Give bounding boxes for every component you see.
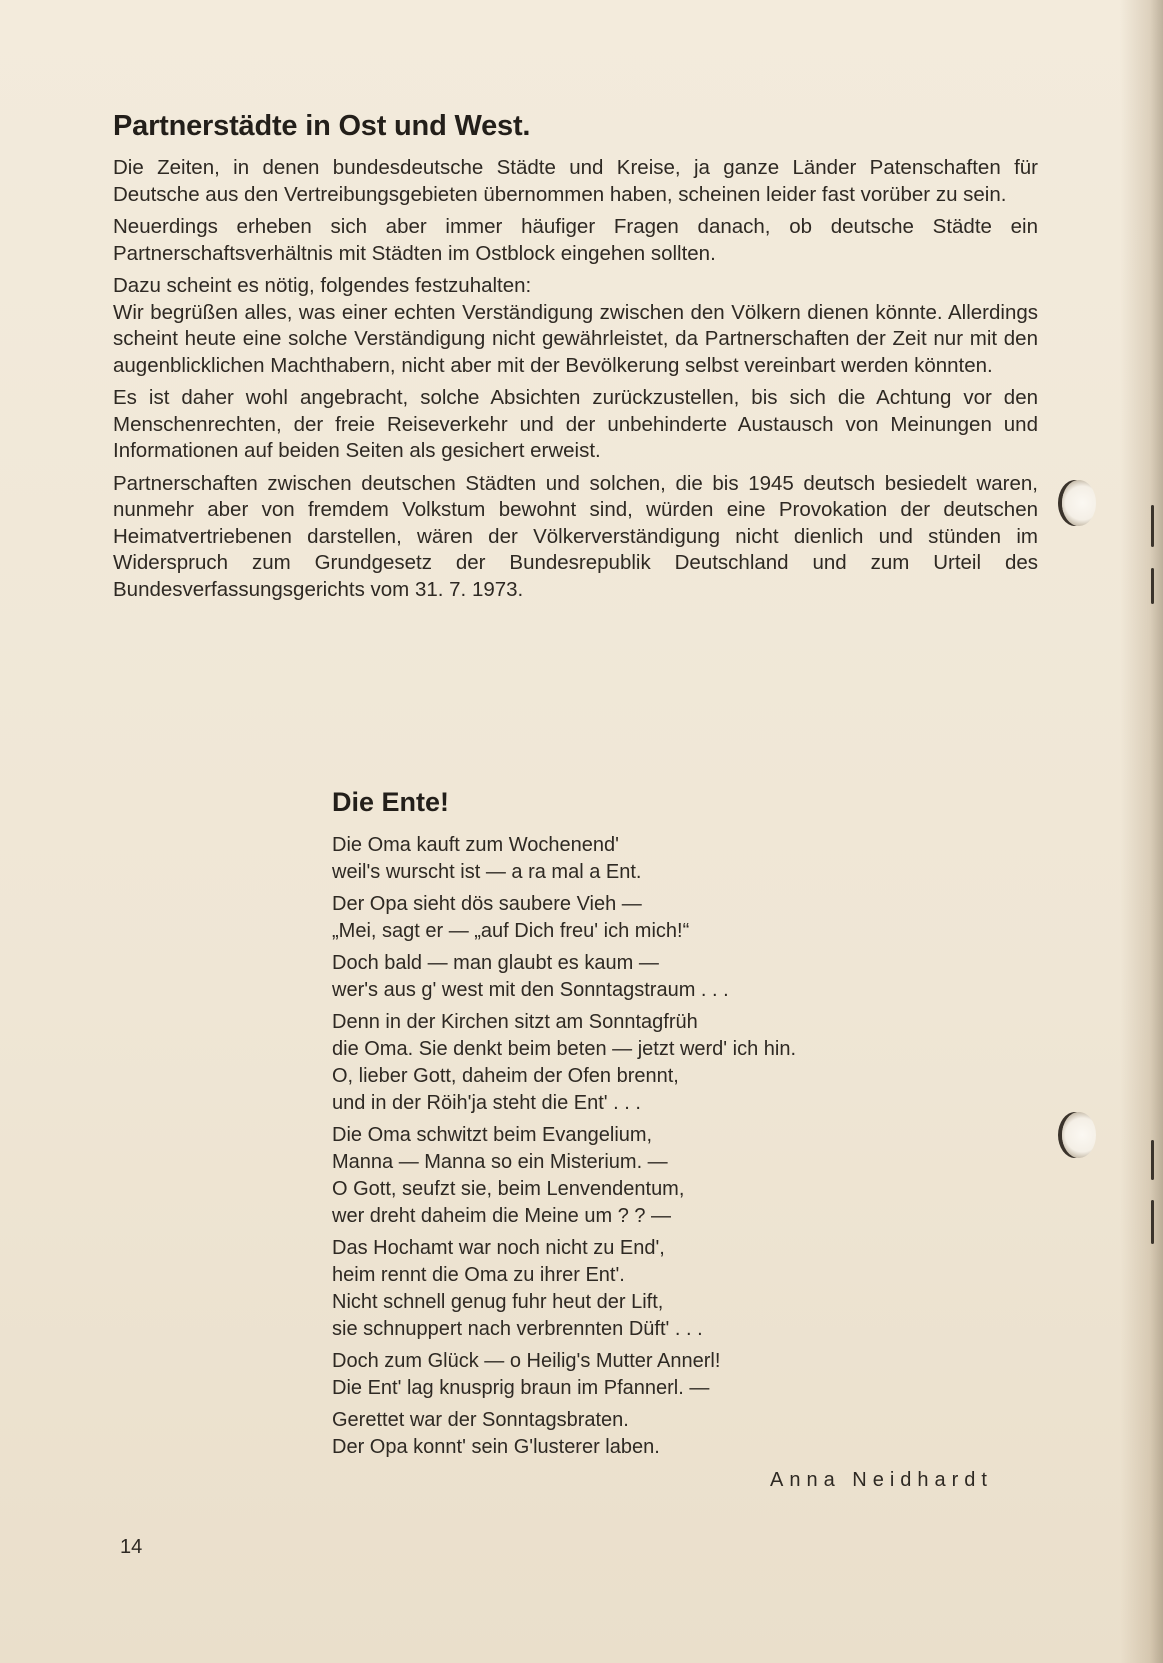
page-number: 14: [120, 1536, 143, 1558]
article-paragraph: Partnerschaften zwischen deutschen Städten und solchen, die bis 1945 deutsch besiedelt waren, nunmehr aber von fremdem Volkstum bewohnt sind, würden eine Provokation der deutschen Heimatvertriebenen darstellen, wären der Völkerverständigung nicht dienlich und stünden im Widerspruch zum Grundgesetz der Bundesrepublik Deutschland und zum Urteil des Bundesverfassungsgerichts vom 31. 7. 1973.: [113, 471, 1038, 601]
poem-line: und in der Röih'ja steht die Ent' . . .: [332, 1092, 641, 1114]
binding-mark-icon: [1151, 1200, 1154, 1244]
article-paragraph: Es ist daher wohl angebracht, solche Absichten zurückzustellen, bis sich die Achtung vor den Menschenrechten, der freie Reiseverkehr und der unbehinderte Austausch von Meinungen und Informationen auf beiden Seiten als gesichert erweist.: [113, 386, 1038, 462]
article-paragraph: Dazu scheint es nötig, folgendes festzuhalten:: [113, 274, 532, 297]
punch-hole-icon: [1062, 1112, 1096, 1158]
article-paragraph: Neuerdings erheben sich aber immer häufiger Fragen danach, ob deutsche Städte ein Partnerschaftsverhältnis mit Städten im Ostblock eingehen sollten.: [113, 215, 1038, 265]
poem-stanza: [332, 1348, 1032, 1402]
article-title: Partnerstädte in Ost und West.: [113, 110, 531, 142]
poem-stanza: [332, 1235, 1032, 1343]
poem-line: wer's aus g' west mit den Sonntagstraum . . .: [332, 979, 729, 1001]
poem-line: die Oma. Sie denkt beim beten — jetzt werd' ich hin.: [332, 1038, 797, 1060]
poem-line: Manna — Manna so ein Misterium. —: [332, 1151, 668, 1173]
article-paragraph: Wir begrüßen alles, was einer echten Verständigung zwischen den Völkern dienen könnte. Allerdings scheint heute eine solche Verständigung nicht gewährleistet, da Partnerschaften der Zeit nur mit den augenblicklichen Machthabern, nicht aber mit der Bevölkerung selbst vereinbart werden könnten.: [113, 300, 1038, 377]
punch-hole-icon: [1062, 480, 1096, 526]
poem-line: Gerettet war der Sonntagsbraten.: [332, 1409, 629, 1431]
poem-stanza: [332, 1407, 1032, 1461]
poem-line: Doch zum Glück — o Heilig's Mutter Annerl!: [332, 1350, 721, 1372]
poem-title: Die Ente!: [332, 787, 450, 817]
poem-line: Denn in der Kirchen sitzt am Sonntagfrüh: [332, 1011, 698, 1033]
poem-line: O, lieber Gott, daheim der Ofen brennt,: [332, 1065, 679, 1087]
poem-line: Nicht schnell genug fuhr heut der Lift,: [332, 1291, 664, 1313]
binding-mark-icon: [1151, 568, 1154, 604]
article-partnerstaedte: [113, 110, 1038, 609]
poem-author: Anna Neidhardt: [770, 1469, 993, 1491]
poem-die-ente: [332, 787, 1032, 1466]
article-paragraph: Die Zeiten, in denen bundesdeutsche Städte und Kreise, ja ganze Länder Patenschaften für Deutsche aus den Vertreibungsgebieten übernommen haben, scheinen leider fast vorüber zu sein.: [113, 156, 1038, 206]
poem-stanza: [332, 950, 1032, 1004]
poem-line: O Gott, seufzt sie, beim Lenvendentum,: [332, 1178, 685, 1200]
poem-line: weil's wurscht ist — a ra mal a Ent.: [332, 861, 642, 883]
poem-line: „Mei, sagt er — „auf Dich freu' ich mich!“: [332, 920, 690, 942]
poem-line: Der Opa konnt' sein G'lusterer laben.: [332, 1436, 660, 1458]
binding-mark-icon: [1151, 505, 1154, 547]
poem-line: Doch bald — man glaubt es kaum —: [332, 952, 659, 974]
poem-line: wer dreht daheim die Meine um ? ? —: [332, 1205, 672, 1227]
poem-line: heim rennt die Oma zu ihrer Ent'.: [332, 1264, 625, 1286]
poem-line: sie schnuppert nach verbrennten Düft' . . .: [332, 1318, 703, 1340]
poem-stanza: [332, 891, 1032, 945]
poem-stanza: [332, 1122, 1032, 1230]
binding-mark-icon: [1151, 1140, 1154, 1180]
poem-line: Die Oma kauft zum Wochenend': [332, 834, 619, 856]
poem-line: Das Hochamt war noch nicht zu End',: [332, 1237, 665, 1259]
poem-stanza: [332, 832, 1032, 886]
poem-line: Die Oma schwitzt beim Evangelium,: [332, 1124, 653, 1146]
poem-stanza: [332, 1009, 1032, 1117]
poem-line: Die Ent' lag knusprig braun im Pfannerl. —: [332, 1377, 710, 1399]
poem-line: Der Opa sieht dös saubere Vieh —: [332, 893, 642, 915]
